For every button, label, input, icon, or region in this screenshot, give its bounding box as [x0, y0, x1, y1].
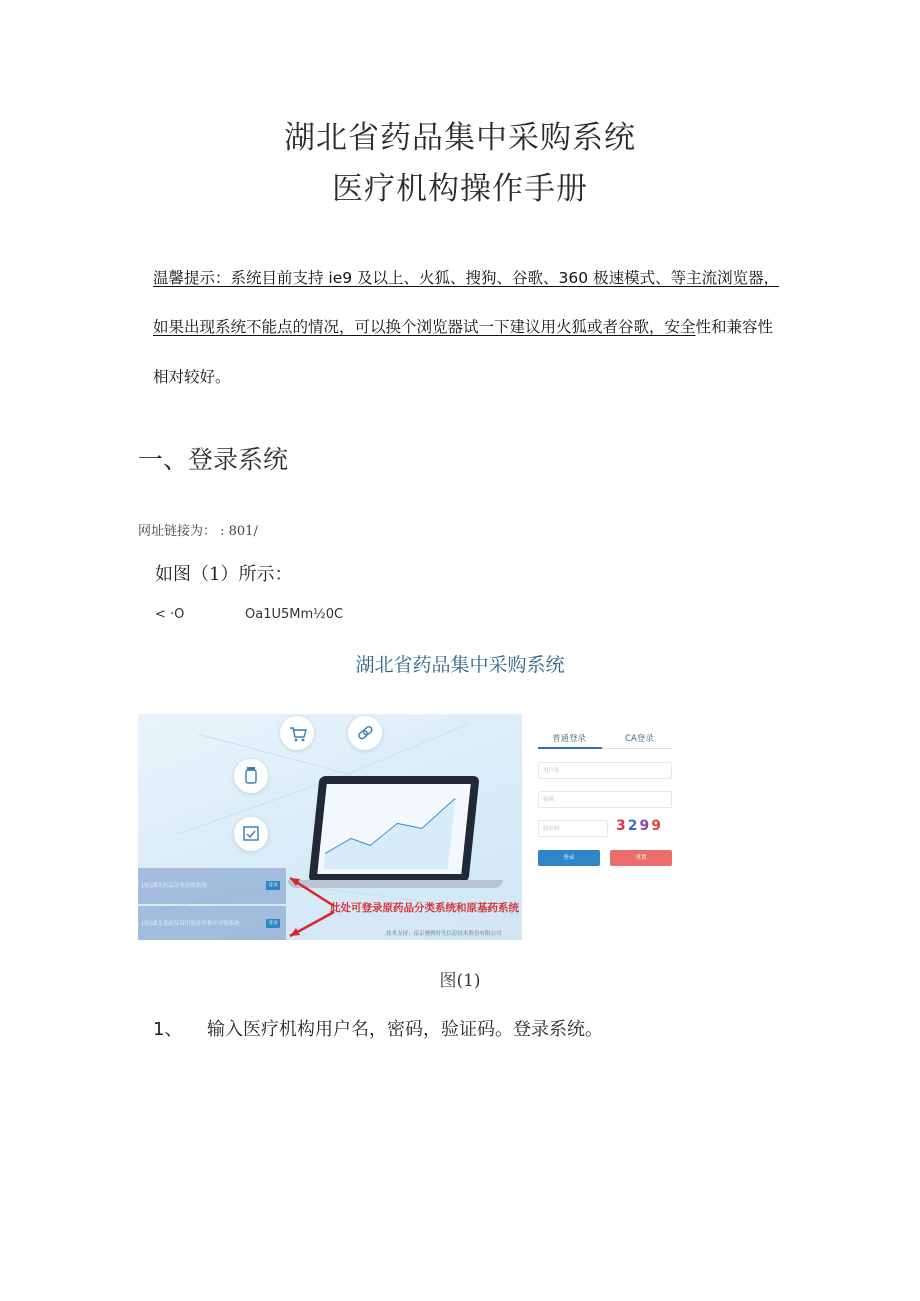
notice-line-3: 相对较好。 — [153, 368, 231, 386]
garbled-right: Oa1U5Mm½0C — [245, 607, 344, 622]
username-field[interactable]: 用户名 — [538, 762, 672, 779]
legacy-system-label-1: [原]湖北药品分类采购系统 — [142, 883, 207, 889]
captcha-field[interactable]: 验证码 — [538, 820, 608, 837]
annotation-note: 此处可登录原药品分类系统和原基药系统 — [330, 902, 519, 914]
tab-active-indicator — [538, 747, 602, 749]
garbled-text — [155, 607, 343, 622]
step-1-number: 1、 — [153, 1019, 183, 1040]
step-1 — [153, 1015, 603, 1041]
notice-line-2-underlined: 如果出现系统不能点的情况，可以换个浏览器试一下建议用火狐或者谷歌，安全 — [153, 318, 696, 336]
login-screenshot — [138, 714, 686, 940]
cart-icon — [280, 716, 314, 750]
medicine-bottle-icon — [234, 759, 268, 793]
notice-line-1: 温馨提示：系统目前支持 ie9 及以上、火狐、搜狗、谷歌、360 极速模式、等主流浏览器， — [153, 269, 780, 287]
legacy-login-button-2[interactable]: 登录 — [266, 919, 280, 928]
password-field[interactable]: 密码 — [538, 791, 672, 808]
section-heading: 一、登录系统 — [138, 445, 289, 474]
link-icon — [348, 716, 382, 750]
legacy-system-row-1[interactable] — [138, 868, 286, 904]
checklist-icon — [234, 817, 268, 851]
laptop-chart-icon — [317, 784, 470, 874]
figure-caption: 图(1) — [439, 971, 481, 991]
captcha-char-1: 3 — [616, 818, 628, 834]
login-panel — [522, 714, 686, 940]
legacy-system-label-2: [原]湖北基药及常用低价药集中采购系统 — [142, 921, 240, 927]
figure-intro: 如图（1）所示： — [155, 564, 293, 585]
garbled-left: < ·O — [155, 607, 185, 622]
step-1-text: 输入医疗机构用户名，密码，验证码。登录系统。 — [207, 1019, 603, 1040]
captcha-char-3: 9 — [639, 818, 652, 834]
tab-normal-login[interactable]: 普通登录 — [552, 734, 587, 744]
url-line: 网址链接为： : 801/ — [138, 524, 258, 539]
reset-button[interactable]: 重置 — [610, 850, 672, 866]
login-button[interactable]: 登录 — [538, 850, 600, 866]
captcha-char-4: 9 — [651, 818, 663, 834]
captcha-char-2: 2 — [627, 818, 640, 834]
tab-ca-login[interactable]: CA登录 — [625, 734, 654, 744]
captcha-image[interactable] — [616, 818, 663, 834]
tech-support-text: 技术支持：南京驰骋时光信息技术股份有限公司 — [386, 931, 502, 937]
legacy-system-row-2[interactable] — [138, 906, 286, 940]
app-heading: 湖北省药品集中采购系统 — [355, 654, 565, 676]
legacy-login-button-1[interactable]: 登录 — [266, 881, 280, 890]
notice-line-2-rest: 性和兼容性 — [695, 318, 774, 336]
manual-title-line2: 医疗机构操作手册 — [332, 171, 588, 207]
notice-line-2 — [153, 315, 773, 337]
manual-title-line1: 湖北省药品集中采购系统 — [284, 120, 636, 156]
